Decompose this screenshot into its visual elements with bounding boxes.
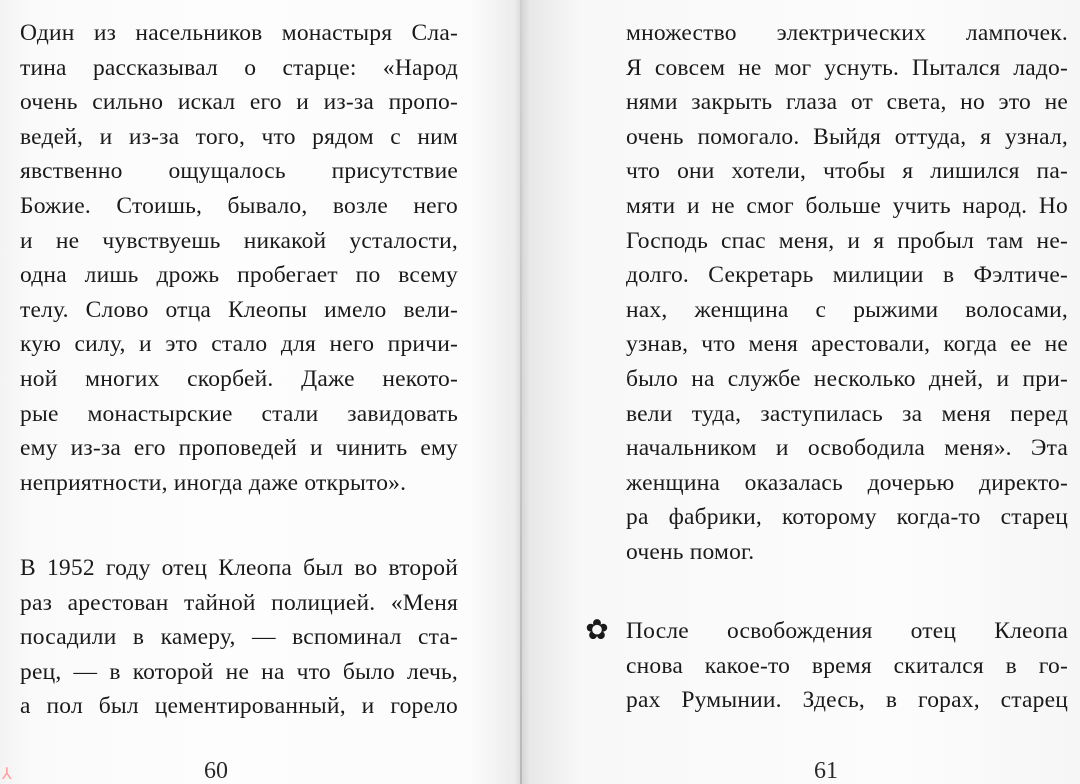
text-line: рах Румынии. Здесь, в горах, старец — [626, 687, 1068, 714]
page-number-right: 61 — [814, 758, 838, 784]
text-line: очень помогало. Выйдя оттуда, я узнал, — [626, 123, 1068, 150]
text-line: снова какое-то время скитался в го- — [626, 652, 1068, 679]
text-line: нах, женщина с рыжими волосами, — [626, 296, 1068, 323]
text-line: очень помог. — [626, 538, 755, 565]
text-line: множество электрических лампочек. — [626, 20, 1068, 46]
text-line: очень сильно искал его и из-за пропо- — [20, 89, 458, 116]
text-line: явственно ощущалось присутствие — [20, 158, 458, 185]
text-line: рец, — в которой не на что было лечь, — [20, 658, 458, 685]
flower-ornament-icon: ✿ — [585, 615, 609, 646]
text-line: долго. Секретарь милиции в Фэлтиче- — [626, 262, 1068, 289]
text-line: вели туда, заступилась за меня перед — [626, 400, 1068, 427]
right-page — [522, 0, 1080, 784]
text-line: ему из-за его проповедей и чинить ему — [20, 435, 458, 462]
text-line: что они хотели, чтобы я лишился па- — [626, 158, 1068, 185]
left-paragraph-2 — [20, 551, 458, 724]
text-line: посадили в камеру, — вспоминал ста- — [20, 624, 458, 651]
corner-watermark-glyph: ⅄ — [2, 764, 12, 783]
text-line: тина рассказывал о старце: «Народ — [20, 54, 458, 81]
text-line: нями закрыть глаза от света, но это не — [626, 89, 1068, 116]
text-line: Господь спас меня, и я пробыл там не- — [626, 227, 1068, 254]
text-line: Один из насельников монастыря Сла- — [20, 20, 458, 46]
text-line: было на службе несколько дней, и при- — [626, 365, 1068, 392]
text-line: и не чувствуешь никакой усталости, — [20, 227, 458, 254]
text-line: начальником и освободила меня». Эта — [626, 435, 1068, 462]
text-line: рые монастырские стали завидовать — [20, 400, 458, 427]
text-line: женщина оказалась дочерью директо- — [626, 469, 1068, 496]
text-line: Я совсем не мог уснуть. Пытался ладо- — [626, 54, 1068, 81]
text-line: ра фабрики, которому когда-то старец — [626, 504, 1068, 531]
text-line: телу. Слово отца Клеопы имело вели- — [20, 296, 458, 323]
text-line: неприятности, иногда даже открыто». — [20, 469, 407, 496]
text-line: ной многих скорбей. Даже некото- — [20, 365, 458, 392]
right-paragraph-1 — [626, 16, 1068, 570]
text-line: одна лишь дрожь пробегает по всему — [20, 262, 458, 289]
right-paragraph-2 — [626, 614, 1068, 718]
text-line: узнав, что меня арестовали, когда ее не — [626, 331, 1068, 358]
text-line: Божие. Стоишь, бывало, возле него — [20, 192, 458, 219]
text-line: а пол был цементированный, и горело — [20, 693, 458, 720]
text-line: раз арестован тайной полицией. «Меня — [20, 589, 458, 616]
page-number-left: 60 — [204, 758, 228, 784]
text-line: После освобождения отец Клеопа — [626, 618, 1068, 644]
text-line: ведей, и из-за того, что рядом с ним — [20, 123, 458, 150]
text-line: В 1952 году отец Клеопа был во второй — [20, 555, 458, 581]
text-line: кую силу, и это стало для него причи- — [20, 331, 458, 358]
text-line: мяти и не смог больше учить народ. Но — [626, 192, 1068, 219]
left-page — [0, 0, 520, 784]
left-paragraph-1 — [20, 16, 458, 500]
